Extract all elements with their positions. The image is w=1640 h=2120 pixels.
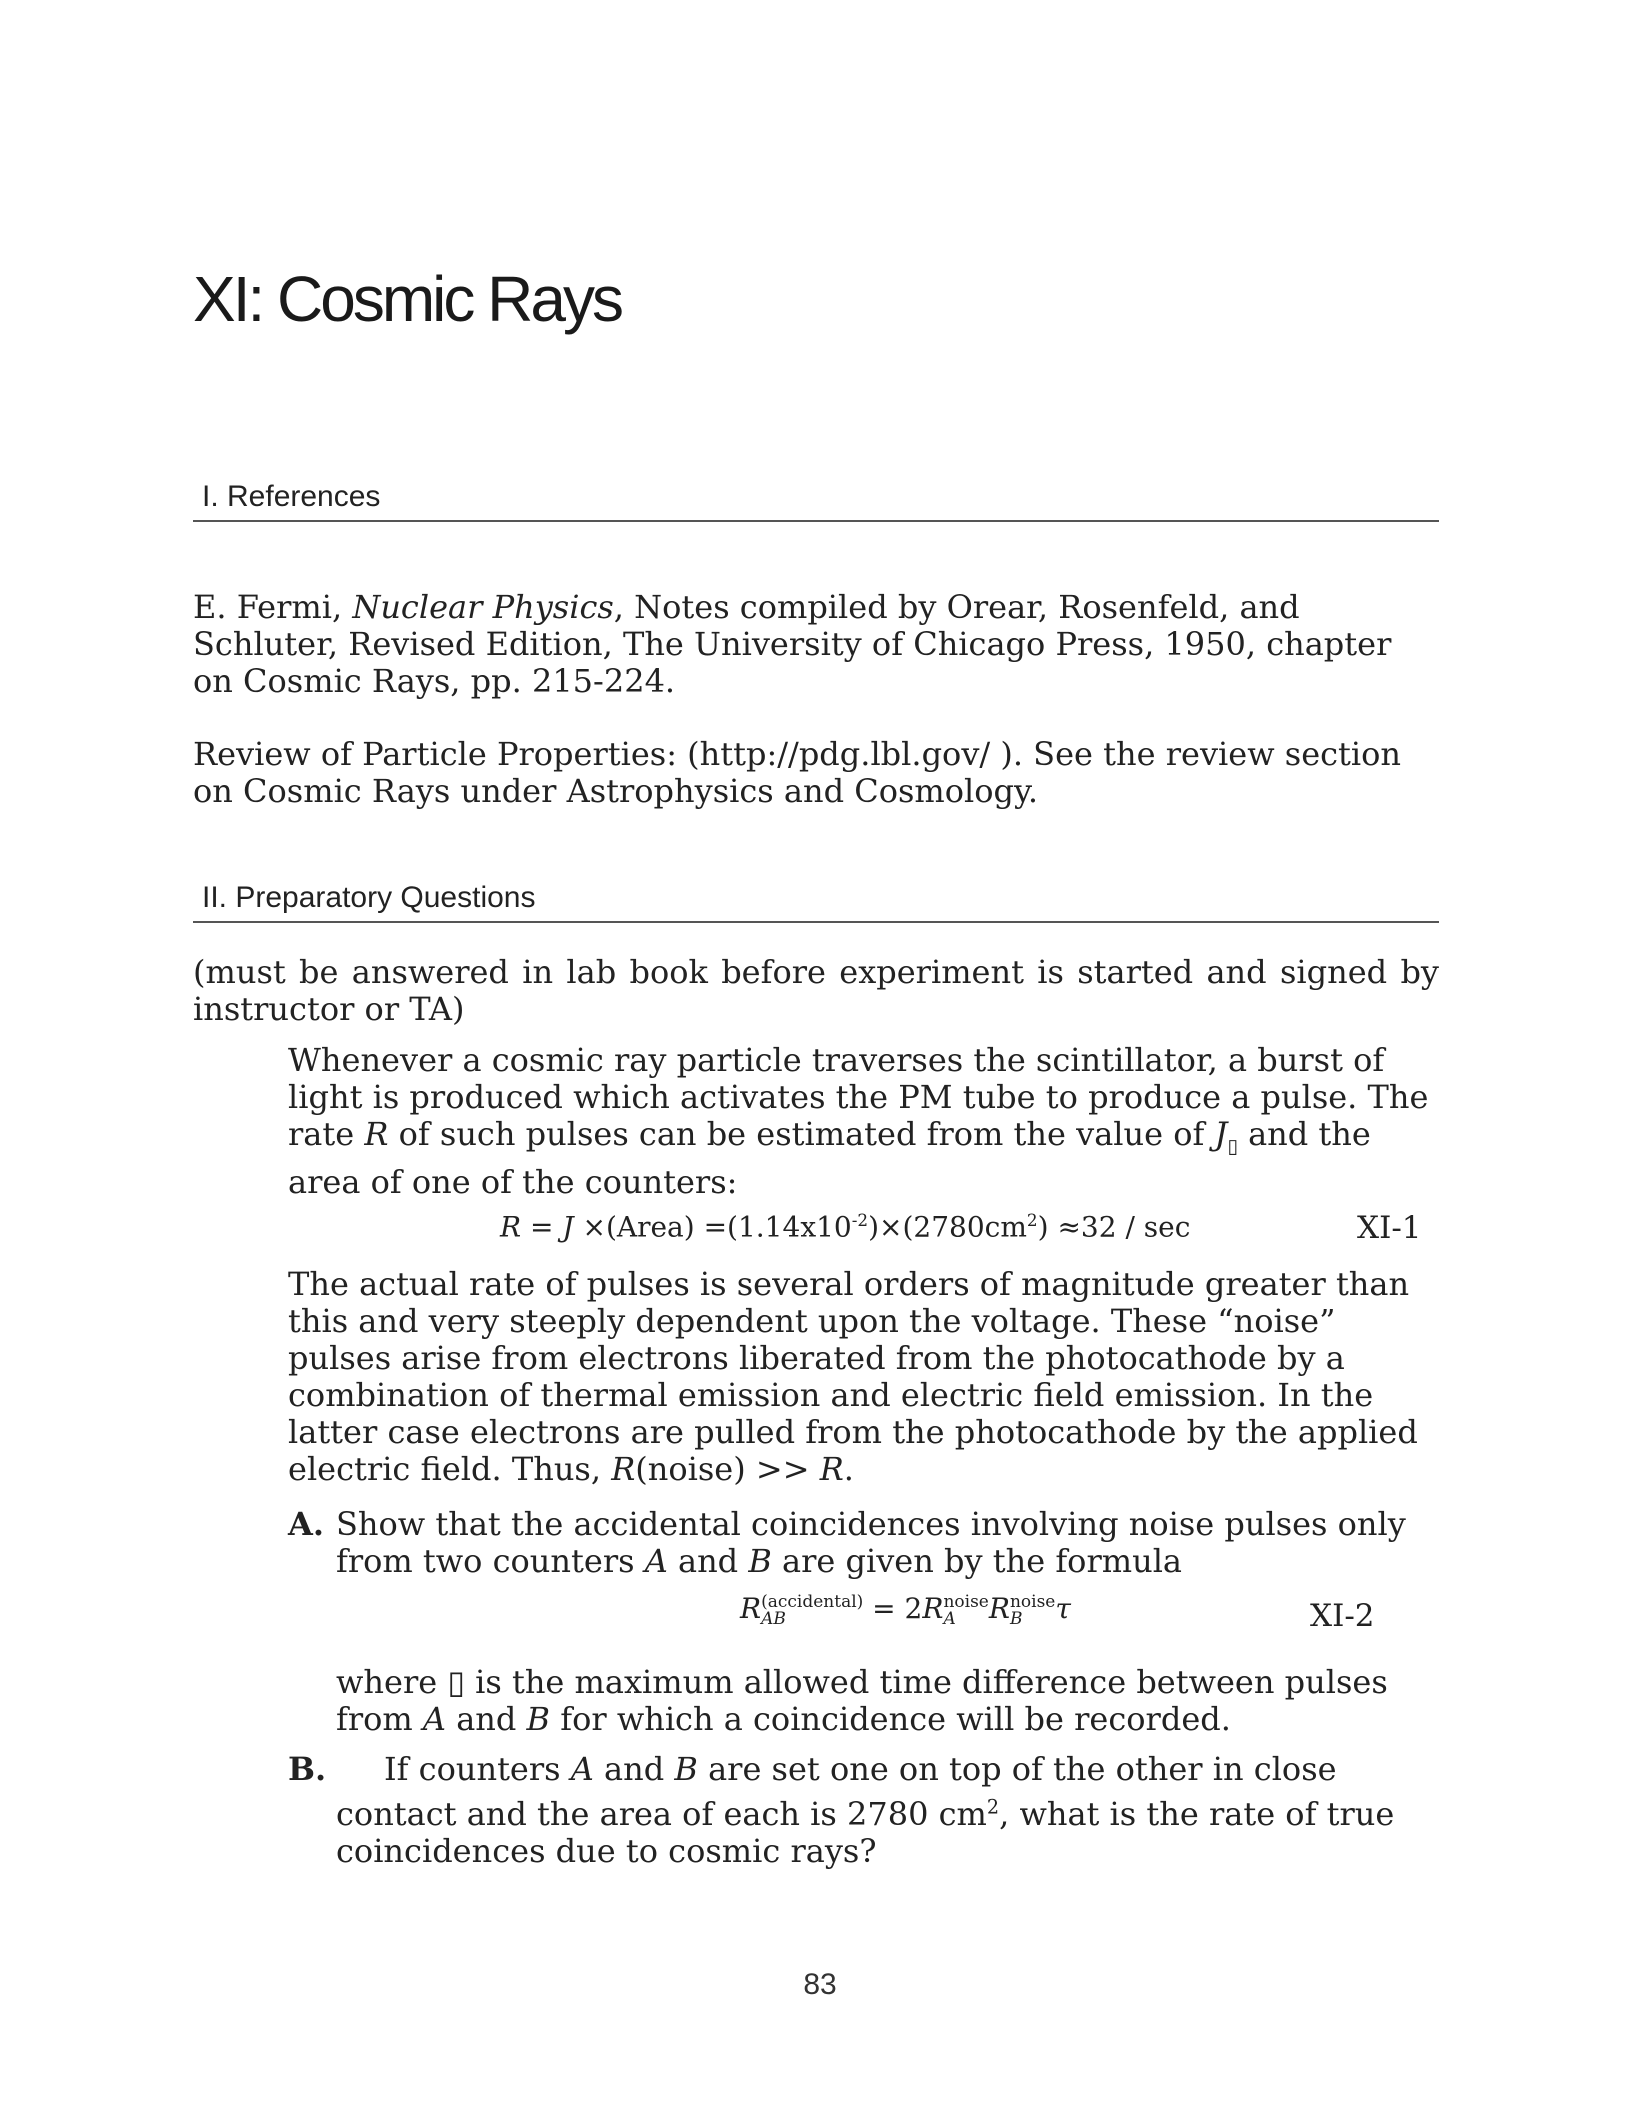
section-heading-references: I. References <box>193 480 1439 522</box>
equation-label: XI-2 <box>1310 1598 1375 1634</box>
reference-line: Review of Particle Properties: (http://pdg.lbl.gov/ ). See the review section <box>193 735 1402 773</box>
reference-pdg <box>193 736 1439 810</box>
page-title: XI: Cosmic Rays <box>193 263 621 335</box>
section-heading-preparatory: II. Preparatory Questions <box>193 881 1439 923</box>
reference-line: E. Fermi, Nuclear Physics, Notes compiled by Orear, Rosenfeld, and <box>193 588 1300 626</box>
book-title: Nuclear Physics <box>352 588 614 626</box>
question-a: A. Show that the accidental coincidences involving noise pulses only from two counters A and B are given by the formula <box>288 1505 1406 1580</box>
question-a-continued: where ▯ is the maximum allowed time difference between pulses from A and B for which a coincidence will be recorded. <box>336 1663 1388 1738</box>
reference-line: Schluter, Revised Edition, The University of Chicago Press, 1950, chapter <box>193 625 1392 663</box>
preparatory-intro: (must be answered in lab book before experiment is started and signed by instructor or TA) <box>193 953 1439 1028</box>
question-b: B. If counters A and B are set one on top of the other in close contact and the area of each is 2780 $cm^2$, what is the rate of true coincidences due to cosmic rays? <box>288 1750 1395 1870</box>
reference-fermi <box>193 589 1439 700</box>
paragraph-noise-pulses: The actual rate of pulses is several orders of magnitude greater than this and very steeply dependent upon the voltage. These “noise” pulses arise from electrons liberated from the photocathode by a combination of thermal emission and electric field emission. In the latter case electrons are pulled from the photocathode by the applied electric field. Thus, R(noise) >> R. <box>288 1265 1418 1488</box>
question-marker: A. <box>288 1505 324 1543</box>
question-marker: B. <box>288 1750 327 1788</box>
equation-accidental: R (accidental) AB = 2R noise A R noise B τ <box>740 1591 1071 1629</box>
equation-rate: R = J ×(Area) $=(1.14x10^{-2})\times(2780cm^2) \approx 32 / \sec$ <box>500 1210 1191 1244</box>
reference-line: on Cosmic Rays under Astrophysics and Cosmology. <box>193 772 1038 810</box>
page-number: 83 <box>803 1968 837 2001</box>
reference-line: on Cosmic Rays, pp. 215-224. <box>193 662 676 700</box>
paragraph-rate-estimate: Whenever a cosmic ray particle traverses the scintillator, a burst of light is produced which activates the PM tube to produce a pulse. The rate R of such pulses can be estimated from the value of $J_▯$ and the area of one of the counters: <box>288 1041 1429 1202</box>
equation-label: XI-1 <box>1357 1210 1422 1246</box>
